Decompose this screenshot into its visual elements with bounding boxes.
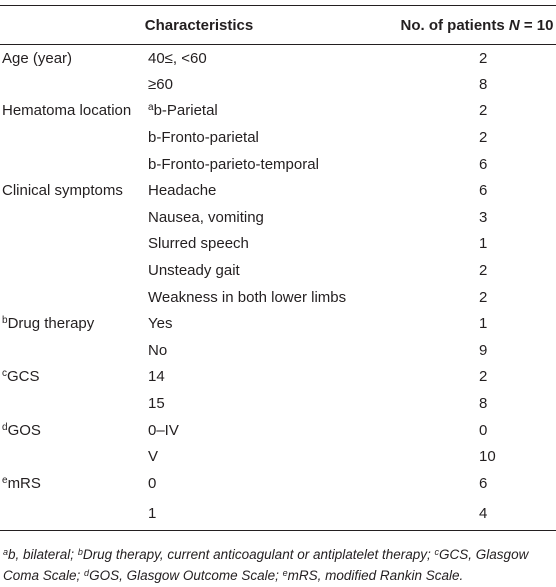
subcategory-label: V [148, 448, 159, 466]
row-category [0, 470, 148, 497]
subcategory-label: Nausea, vomiting [148, 208, 264, 226]
row-category [0, 390, 148, 417]
footnote-sup-b: b [77, 547, 83, 557]
category-superscript: e [2, 474, 8, 486]
row-category [0, 337, 148, 364]
category-label: Drug therapy [7, 315, 95, 333]
row-patient-count: 6 [479, 155, 488, 173]
row-category [0, 71, 148, 98]
category-label: Hematoma location [2, 102, 132, 120]
footnote-a-text: b, bilateral; [8, 547, 78, 562]
row-subcategory [148, 231, 398, 258]
row-patient-count: 2 [479, 129, 488, 147]
row-patient-count: 8 [479, 395, 488, 413]
table-header [0, 6, 556, 45]
row-subcategory [148, 497, 398, 531]
subcategory-label: Slurred speech [148, 235, 249, 253]
row-subcategory [148, 443, 398, 470]
subcategory-superscript: a [148, 102, 154, 114]
table-row [0, 310, 556, 337]
row-subcategory [148, 390, 398, 417]
row-patient-count: 2 [479, 49, 488, 67]
row-patient-count: 2 [479, 102, 488, 120]
row-patient-count: 3 [479, 208, 488, 226]
row-patient-count: 0 [479, 421, 488, 439]
header-row [0, 6, 556, 45]
table-row [0, 417, 556, 444]
category-label: Age (year) [2, 49, 73, 67]
subcategory-label: b-Fronto-parietal [148, 129, 259, 147]
row-subcategory [148, 71, 398, 98]
row-subcategory [148, 151, 398, 178]
row-subcategory [148, 470, 398, 497]
header-characteristics: Characteristics [0, 6, 398, 45]
subcategory-label: Yes [148, 315, 173, 333]
row-category [0, 443, 148, 470]
row-patient-count: 10 [479, 448, 496, 466]
subcategory-label: 40≤, <60 [148, 49, 207, 67]
row-patient-count: 6 [479, 474, 488, 492]
row-patient-count: 1 [479, 315, 488, 333]
subcategory-label: b-Parietal [153, 102, 218, 120]
row-subcategory [148, 177, 398, 204]
header-count-prefix: No. of patients [400, 16, 509, 34]
row-subcategory [148, 45, 398, 72]
row-category [0, 497, 148, 531]
table-footnote [3, 544, 553, 586]
row-subcategory [148, 284, 398, 311]
category-label: Clinical symptoms [2, 182, 123, 200]
category-superscript: b [2, 315, 8, 327]
category-label: mRS [7, 474, 41, 492]
subcategory-label: b-Fronto-parieto-temporal [148, 155, 319, 173]
row-subcategory [148, 257, 398, 284]
footnote-b-text: Drug therapy, current anticoagulant or antiplatelet therapy; [82, 547, 435, 562]
subcategory-label: 14 [148, 368, 165, 386]
row-category [0, 364, 148, 391]
subcategory-label: Weakness in both lower limbs [148, 288, 347, 306]
category-superscript: d [2, 421, 8, 433]
row-subcategory [148, 364, 398, 391]
row-category [0, 98, 148, 125]
row-patient-count: 6 [479, 182, 488, 200]
row-category [0, 151, 148, 178]
table-row [0, 231, 556, 258]
footnote-sup-e: e [282, 568, 288, 578]
table-row [0, 390, 556, 417]
row-category [0, 257, 148, 284]
subcategory-label: 0–IV [148, 421, 179, 439]
table-body [0, 45, 556, 531]
row-category [0, 124, 148, 151]
footnote-c-text: GCS, Glasgow Coma Scale; [3, 547, 529, 583]
row-patient-count: 4 [398, 497, 556, 531]
footnote-e-text: mRS, modified Rankin Scale. [287, 568, 464, 583]
table-row [0, 257, 556, 284]
table-row [0, 71, 556, 98]
row-category [0, 204, 148, 231]
subcategory-label: 0 [148, 474, 157, 492]
category-label: GCS [7, 368, 40, 386]
subcategory-label: 15 [148, 395, 165, 413]
subcategory-label: No [148, 341, 168, 359]
table-row [0, 284, 556, 311]
patient-characteristics-table [0, 5, 556, 531]
table-row [0, 337, 556, 364]
table-row [0, 497, 556, 531]
row-patient-count: 9 [479, 341, 488, 359]
row-patient-count: 8 [479, 75, 488, 93]
row-category [0, 284, 148, 311]
header-count-variable: N [508, 16, 520, 34]
row-subcategory [148, 310, 398, 337]
category-superscript: c [2, 368, 7, 380]
table-row [0, 45, 556, 72]
subcategory-label: ≥60 [148, 75, 173, 93]
row-subcategory [148, 417, 398, 444]
row-patient-count: 1 [479, 235, 488, 253]
table-row [0, 124, 556, 151]
footnote-d-text: GOS, Glasgow Outcome Scale; [89, 568, 283, 583]
table-row [0, 470, 556, 497]
category-label: GOS [7, 421, 41, 439]
row-subcategory [148, 204, 398, 231]
table-row [0, 98, 556, 125]
row-subcategory [148, 98, 398, 125]
row-patient-count: 2 [479, 288, 488, 306]
table-row [0, 443, 556, 470]
table-row [0, 177, 556, 204]
row-category [0, 310, 148, 337]
row-patient-count: 2 [479, 368, 488, 386]
footnote-sup-d: d [84, 568, 90, 578]
row-patient-count: 2 [479, 262, 488, 280]
row-subcategory [148, 124, 398, 151]
table-row [0, 151, 556, 178]
header-count-suffix: = 10 [519, 16, 554, 34]
table-row [0, 204, 556, 231]
row-category [0, 45, 148, 72]
subcategory-label: Headache [148, 182, 217, 200]
subcategory-label: Unsteady gait [148, 262, 240, 280]
row-category [0, 417, 148, 444]
footnote-sup-c: c [434, 547, 440, 557]
header-patient-count [398, 6, 556, 45]
row-category [0, 177, 148, 204]
subcategory-label: 1 [148, 504, 157, 522]
row-category [0, 231, 148, 258]
row-subcategory [148, 337, 398, 364]
table-row [0, 364, 556, 391]
footnote-sup-a: a [3, 547, 9, 557]
